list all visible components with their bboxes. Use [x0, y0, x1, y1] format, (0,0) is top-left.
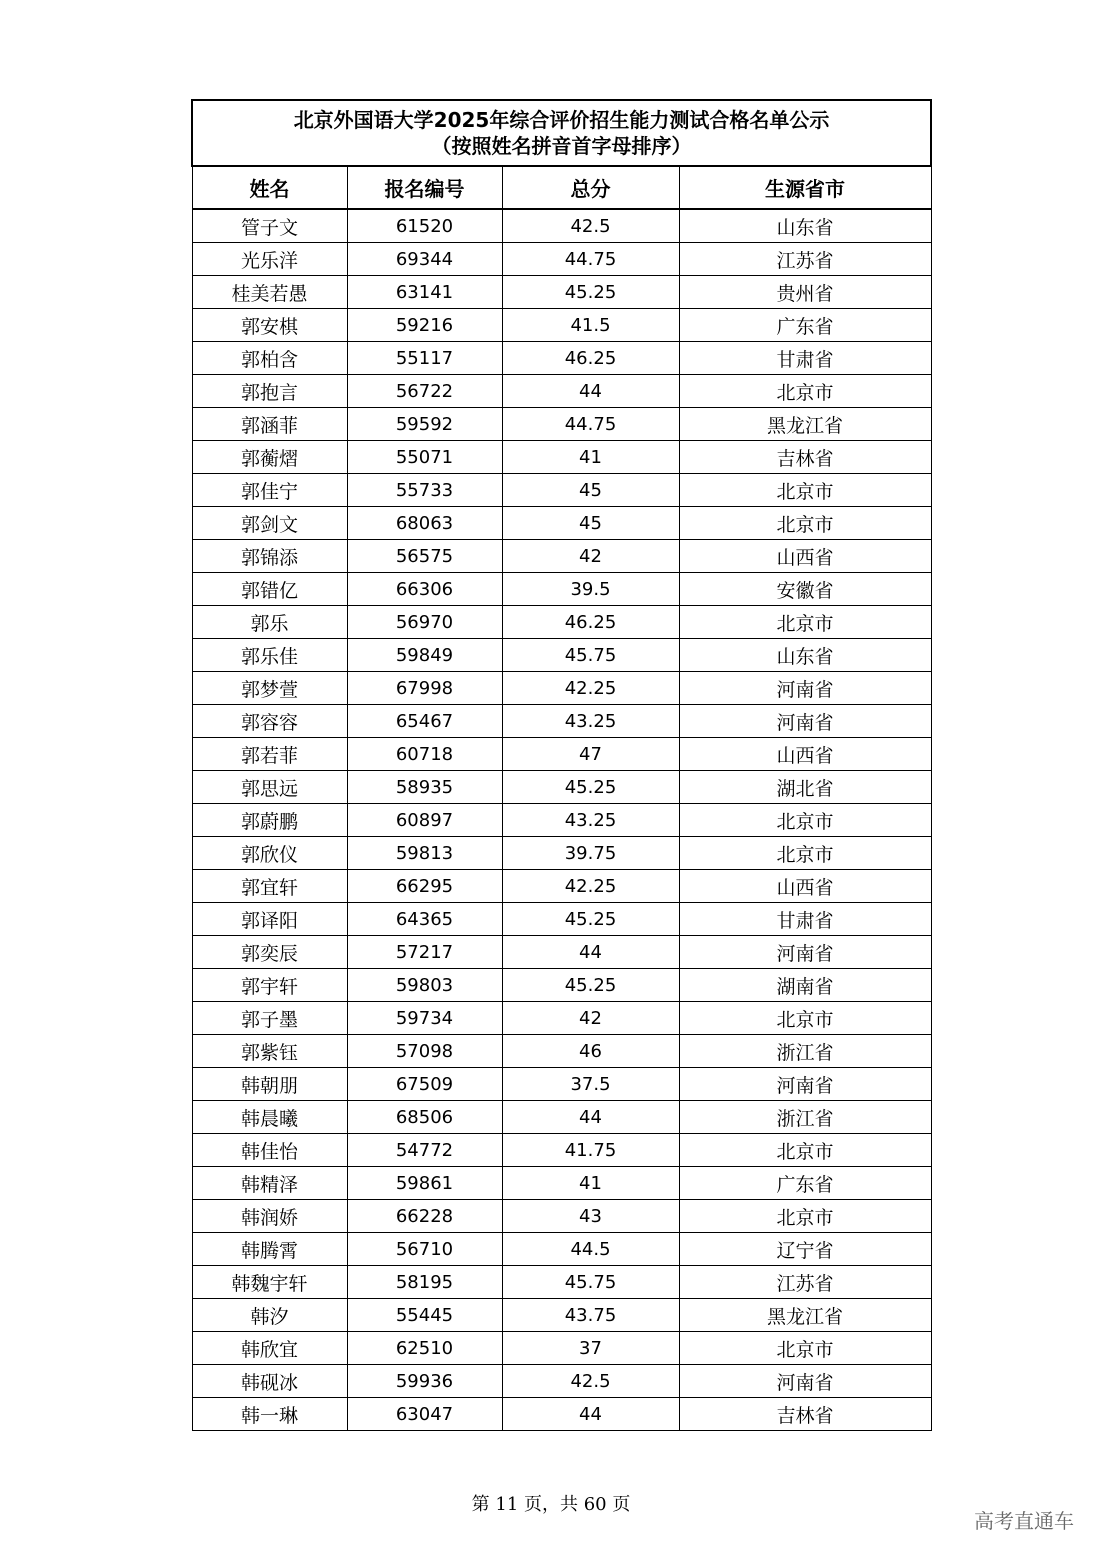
reg-number-cell: 55117 [347, 342, 502, 375]
table-row [192, 1299, 931, 1332]
score-cell: 43 [502, 1200, 679, 1233]
name-cell: 郭梦萱 [192, 672, 347, 705]
province-cell: 山西省 [679, 870, 931, 903]
table-row [192, 375, 931, 408]
province-cell: 北京市 [679, 837, 931, 870]
score-cell: 44 [502, 1398, 679, 1431]
score-cell: 37.5 [502, 1068, 679, 1101]
province-cell: 安徽省 [679, 573, 931, 606]
name-cell: 郭思远 [192, 771, 347, 804]
name-cell: 郭欣仪 [192, 837, 347, 870]
score-cell: 46.25 [502, 342, 679, 375]
name-cell: 韩汐 [192, 1299, 347, 1332]
table-row [192, 903, 931, 936]
reg-number-cell: 62510 [347, 1332, 502, 1365]
province-cell: 北京市 [679, 606, 931, 639]
score-cell: 45.75 [502, 639, 679, 672]
reg-number-cell: 69344 [347, 243, 502, 276]
table-row [192, 771, 931, 804]
province-cell: 河南省 [679, 672, 931, 705]
reg-number-cell: 66295 [347, 870, 502, 903]
table-row [192, 441, 931, 474]
score-cell: 41 [502, 441, 679, 474]
table-body [192, 209, 931, 1431]
reg-number-cell: 67509 [347, 1068, 502, 1101]
score-cell: 44 [502, 375, 679, 408]
table-row [192, 1365, 931, 1398]
reg-number-cell: 59849 [347, 639, 502, 672]
name-cell: 郭柏含 [192, 342, 347, 375]
province-cell: 浙江省 [679, 1035, 931, 1068]
name-cell: 郭宇轩 [192, 969, 347, 1002]
table-row [192, 1101, 931, 1134]
score-cell: 46 [502, 1035, 679, 1068]
name-cell: 郭抱言 [192, 375, 347, 408]
reg-number-cell: 59861 [347, 1167, 502, 1200]
province-cell: 吉林省 [679, 1398, 931, 1431]
province-cell: 北京市 [679, 1332, 931, 1365]
table-row [192, 309, 931, 342]
table-row [192, 1002, 931, 1035]
province-cell: 辽宁省 [679, 1233, 931, 1266]
score-cell: 43.25 [502, 804, 679, 837]
score-cell: 41.5 [502, 309, 679, 342]
name-cell: 郭佳宁 [192, 474, 347, 507]
reg-number-cell: 55445 [347, 1299, 502, 1332]
score-cell: 42 [502, 1002, 679, 1035]
table-title [192, 100, 931, 166]
name-cell: 郭蔚鹏 [192, 804, 347, 837]
province-cell: 湖南省 [679, 969, 931, 1002]
name-cell: 郭子墨 [192, 1002, 347, 1035]
name-cell: 郭若菲 [192, 738, 347, 771]
province-cell: 江苏省 [679, 1266, 931, 1299]
column-header-name: 姓名 [192, 166, 347, 209]
reg-number-cell: 56710 [347, 1233, 502, 1266]
table-row [192, 1233, 931, 1266]
column-header-score: 总分 [502, 166, 679, 209]
table-row [192, 870, 931, 903]
score-cell: 41 [502, 1167, 679, 1200]
score-cell: 44.5 [502, 1233, 679, 1266]
name-cell: 郭涵菲 [192, 408, 347, 441]
score-cell: 42.25 [502, 672, 679, 705]
score-cell: 43.75 [502, 1299, 679, 1332]
reg-number-cell: 55733 [347, 474, 502, 507]
reg-number-cell: 55071 [347, 441, 502, 474]
reg-number-cell: 59592 [347, 408, 502, 441]
table-row [192, 1068, 931, 1101]
score-cell: 45.25 [502, 276, 679, 309]
table-row [192, 243, 931, 276]
table-row [192, 1398, 931, 1431]
table-row [192, 936, 931, 969]
score-cell: 39.5 [502, 573, 679, 606]
province-cell: 北京市 [679, 1200, 931, 1233]
results-table [191, 99, 932, 1431]
table-row [192, 1200, 931, 1233]
table-row [192, 705, 931, 738]
reg-number-cell: 66228 [347, 1200, 502, 1233]
name-cell: 韩欣宜 [192, 1332, 347, 1365]
table-row [192, 1167, 931, 1200]
reg-number-cell: 57217 [347, 936, 502, 969]
province-cell: 广东省 [679, 1167, 931, 1200]
reg-number-cell: 56970 [347, 606, 502, 639]
name-cell: 郭错亿 [192, 573, 347, 606]
score-cell: 45.25 [502, 903, 679, 936]
reg-number-cell: 59803 [347, 969, 502, 1002]
reg-number-cell: 56575 [347, 540, 502, 573]
reg-number-cell: 58195 [347, 1266, 502, 1299]
table-row [192, 209, 931, 243]
reg-number-cell: 65467 [347, 705, 502, 738]
province-cell: 黑龙江省 [679, 1299, 931, 1332]
reg-number-cell: 54772 [347, 1134, 502, 1167]
score-cell: 42.25 [502, 870, 679, 903]
score-cell: 45.75 [502, 1266, 679, 1299]
title-line-2: （按照姓名拼音首字母排序） [431, 134, 692, 158]
score-cell: 44.75 [502, 243, 679, 276]
table-row [192, 342, 931, 375]
name-cell: 郭宜轩 [192, 870, 347, 903]
province-cell: 山西省 [679, 540, 931, 573]
table-row [192, 672, 931, 705]
province-cell: 北京市 [679, 474, 931, 507]
province-cell: 北京市 [679, 375, 931, 408]
title-line-1: 北京外国语大学2025年综合评价招生能力测试合格名单公示 [293, 108, 830, 132]
score-cell: 41.75 [502, 1134, 679, 1167]
province-cell: 北京市 [679, 507, 931, 540]
province-cell: 甘肃省 [679, 342, 931, 375]
name-cell: 韩精泽 [192, 1167, 347, 1200]
name-cell: 郭紫钰 [192, 1035, 347, 1068]
province-cell: 山东省 [679, 209, 931, 243]
score-cell: 47 [502, 738, 679, 771]
province-cell: 广东省 [679, 309, 931, 342]
reg-number-cell: 59813 [347, 837, 502, 870]
province-cell: 浙江省 [679, 1101, 931, 1134]
name-cell: 郭乐 [192, 606, 347, 639]
reg-number-cell: 58935 [347, 771, 502, 804]
score-cell: 39.75 [502, 837, 679, 870]
province-cell: 黑龙江省 [679, 408, 931, 441]
province-cell: 江苏省 [679, 243, 931, 276]
score-cell: 42 [502, 540, 679, 573]
province-cell: 河南省 [679, 936, 931, 969]
name-cell: 桂美若愚 [192, 276, 347, 309]
reg-number-cell: 66306 [347, 573, 502, 606]
table-row [192, 1332, 931, 1365]
province-cell: 河南省 [679, 1068, 931, 1101]
name-cell: 管子文 [192, 209, 347, 243]
name-cell: 郭剑文 [192, 507, 347, 540]
table-row [192, 1134, 931, 1167]
score-cell: 45.25 [502, 771, 679, 804]
province-cell: 吉林省 [679, 441, 931, 474]
table-row [192, 639, 931, 672]
reg-number-cell: 56722 [347, 375, 502, 408]
name-cell: 韩魏宇轩 [192, 1266, 347, 1299]
reg-number-cell: 61520 [347, 209, 502, 243]
table-row [192, 837, 931, 870]
score-cell: 45 [502, 507, 679, 540]
reg-number-cell: 59936 [347, 1365, 502, 1398]
column-header-reg-number: 报名编号 [347, 166, 502, 209]
name-cell: 韩砚冰 [192, 1365, 347, 1398]
name-cell: 韩一琳 [192, 1398, 347, 1431]
name-cell: 郭译阳 [192, 903, 347, 936]
province-cell: 北京市 [679, 1002, 931, 1035]
name-cell: 郭锦添 [192, 540, 347, 573]
table-row [192, 1035, 931, 1068]
name-cell: 韩佳怡 [192, 1134, 347, 1167]
watermark: 高考直通车 [974, 1509, 1074, 1533]
name-cell: 韩腾霄 [192, 1233, 347, 1266]
score-cell: 37 [502, 1332, 679, 1365]
table-row [192, 408, 931, 441]
reg-number-cell: 68063 [347, 507, 502, 540]
name-cell: 光乐洋 [192, 243, 347, 276]
reg-number-cell: 67998 [347, 672, 502, 705]
province-cell: 山东省 [679, 639, 931, 672]
score-cell: 43.25 [502, 705, 679, 738]
score-cell: 44 [502, 1101, 679, 1134]
province-cell: 湖北省 [679, 771, 931, 804]
name-cell: 韩晨曦 [192, 1101, 347, 1134]
table-row [192, 573, 931, 606]
score-cell: 44 [502, 936, 679, 969]
reg-number-cell: 59734 [347, 1002, 502, 1035]
reg-number-cell: 60897 [347, 804, 502, 837]
province-cell: 北京市 [679, 804, 931, 837]
reg-number-cell: 63047 [347, 1398, 502, 1431]
name-cell: 郭安棋 [192, 309, 347, 342]
table-row [192, 606, 931, 639]
province-cell: 山西省 [679, 738, 931, 771]
province-cell: 河南省 [679, 1365, 931, 1398]
name-cell: 韩朝朋 [192, 1068, 347, 1101]
score-cell: 44.75 [502, 408, 679, 441]
reg-number-cell: 60718 [347, 738, 502, 771]
name-cell: 郭容容 [192, 705, 347, 738]
score-cell: 45 [502, 474, 679, 507]
reg-number-cell: 59216 [347, 309, 502, 342]
score-cell: 42.5 [502, 1365, 679, 1398]
score-cell: 46.25 [502, 606, 679, 639]
reg-number-cell: 68506 [347, 1101, 502, 1134]
name-cell: 韩润娇 [192, 1200, 347, 1233]
name-cell: 郭乐佳 [192, 639, 347, 672]
table-row [192, 804, 931, 837]
column-header-province: 生源省市 [679, 166, 931, 209]
table-row [192, 738, 931, 771]
table-row [192, 474, 931, 507]
name-cell: 郭奕辰 [192, 936, 347, 969]
name-cell: 郭蘅熠 [192, 441, 347, 474]
reg-number-cell: 64365 [347, 903, 502, 936]
reg-number-cell: 63141 [347, 276, 502, 309]
page-footer: 第 11 页，共 60 页 [471, 1494, 631, 1515]
header-row [192, 166, 931, 209]
table-row [192, 1266, 931, 1299]
province-cell: 甘肃省 [679, 903, 931, 936]
table-row [192, 276, 931, 309]
score-cell: 45.25 [502, 969, 679, 1002]
table-row [192, 507, 931, 540]
reg-number-cell: 57098 [347, 1035, 502, 1068]
table-row [192, 969, 931, 1002]
province-cell: 贵州省 [679, 276, 931, 309]
province-cell: 北京市 [679, 1134, 931, 1167]
score-cell: 42.5 [502, 209, 679, 243]
province-cell: 河南省 [679, 705, 931, 738]
table-row [192, 540, 931, 573]
